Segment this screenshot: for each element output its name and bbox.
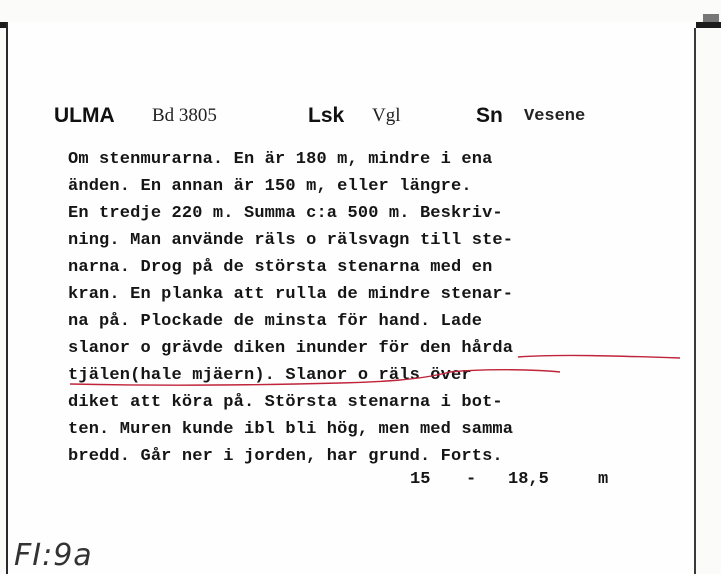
volume-number: Bd 3805 — [152, 105, 217, 126]
text-line: slanor o grävde diken inunder för den hårda — [68, 339, 514, 358]
text-line: änden. En annan är 150 m, eller längre. — [68, 177, 472, 196]
measurement-from: 15 — [410, 470, 431, 489]
archive-code: ULMA — [54, 104, 115, 127]
parish-label: Sn — [476, 104, 503, 127]
handwritten-note: FI:9a — [14, 538, 93, 573]
text-line: bredd. Går ner i jorden, har grund. Forts. — [68, 447, 503, 466]
card-header — [0, 104, 721, 132]
text-line: Om stenmurarna. En är 180 m, mindre i ena — [68, 150, 493, 169]
text-line: na på. Plockade de minsta för hand. Lade — [68, 312, 483, 331]
text-line: ning. Man använde räls o rälsvagn till ste- — [68, 231, 514, 250]
text-line: kran. En planka att rulla de mindre stenar- — [68, 285, 514, 304]
region-code: Vgl — [372, 105, 401, 126]
text-line: diket att köra på. Största stenarna i bot- — [68, 393, 503, 412]
measurement-unit: m — [598, 470, 609, 489]
measurement-dash: - — [466, 470, 477, 489]
province-code: Lsk — [308, 104, 345, 127]
text-line: En tredje 220 m. Summa c:a 500 m. Beskriv- — [68, 204, 503, 223]
text-line: tjälen(hale mjäern). Slanor o räls över — [68, 366, 472, 385]
text-line: narna. Drog på de största stenarna med en — [68, 258, 493, 277]
parish-name: Vesene — [524, 107, 586, 126]
text-line: ten. Muren kunde ibl bli hög, men med samma — [68, 420, 514, 439]
card-body — [68, 146, 688, 470]
measurement-row — [0, 470, 721, 496]
corner-mark — [703, 14, 719, 22]
measurement-to: 18,5 — [508, 470, 549, 489]
